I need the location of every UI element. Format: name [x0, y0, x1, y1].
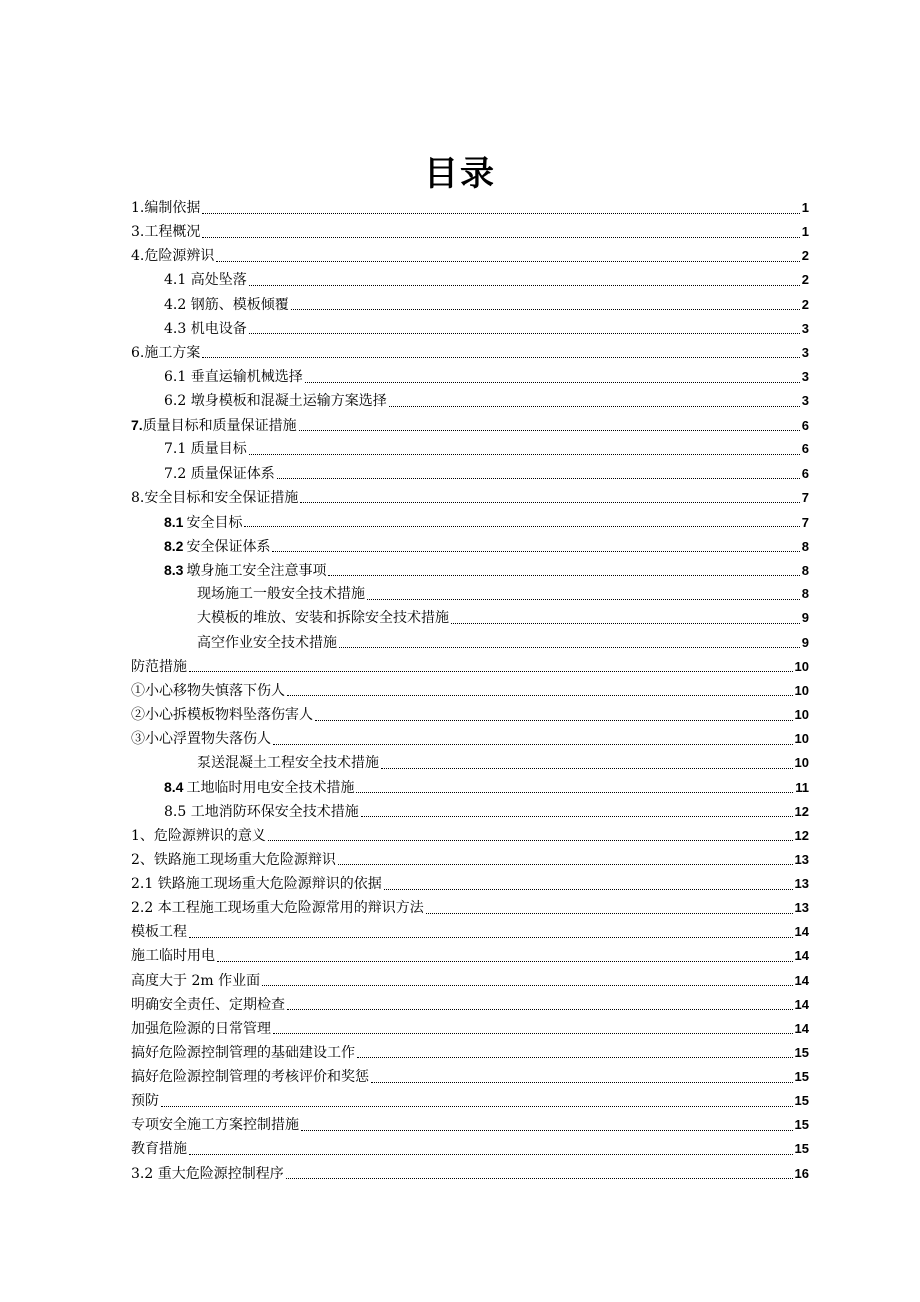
- toc-leader: [189, 671, 793, 672]
- toc-entry-number: 8.4: [164, 779, 184, 796]
- toc-entry[interactable]: [131, 1017, 809, 1041]
- toc-page-number: 14: [794, 924, 809, 940]
- toc-entry-text: 搞好危险源控制管理的基础建设工作: [131, 1044, 355, 1061]
- toc-entry-number: 8.1: [164, 513, 184, 530]
- toc-entry-text: 泵送混凝土工程安全技术措施: [197, 755, 379, 772]
- toc-entry[interactable]: [131, 317, 809, 341]
- toc-entry-text: 4.1 高处坠落: [164, 272, 247, 289]
- toc-entry[interactable]: [131, 389, 809, 413]
- toc-page-number: 15: [794, 1044, 809, 1060]
- toc-entry-text: 7.2 质量保证体系: [164, 465, 275, 482]
- toc-leader: [287, 1009, 793, 1010]
- toc-leader: [339, 647, 800, 648]
- toc-leader: [277, 478, 800, 479]
- toc-page-number: 15: [794, 1141, 809, 1157]
- toc-entry-text: 现场施工一般安全技术措施: [197, 586, 365, 603]
- toc-page-number: 14: [794, 1020, 809, 1036]
- toc-entry[interactable]: [131, 462, 809, 486]
- toc-leader: [273, 744, 793, 745]
- toc-page-number: 15: [794, 1117, 809, 1133]
- toc-leader: [389, 406, 800, 407]
- toc-entry[interactable]: [131, 220, 809, 244]
- toc-leader: [217, 961, 793, 962]
- toc-page-number: 9: [801, 634, 809, 650]
- toc-page-number: 11: [795, 780, 809, 796]
- toc-page-number: 2: [801, 296, 809, 312]
- toc-page-number: 9: [801, 610, 809, 626]
- toc-page-number: 15: [794, 1093, 809, 1109]
- toc-entry[interactable]: [131, 1065, 809, 1089]
- toc-page-number: 2: [801, 248, 809, 264]
- toc-entry-text: 施工临时用电: [131, 948, 215, 965]
- toc-page-number: 10: [794, 706, 809, 722]
- toc-entry[interactable]: [131, 775, 809, 799]
- toc-entry[interactable]: [131, 944, 809, 968]
- toc-entry[interactable]: [131, 679, 809, 703]
- toc-entry[interactable]: [131, 413, 809, 437]
- toc-entry[interactable]: [131, 920, 809, 944]
- toc-entry-text: 加强危险源的日常管理: [131, 1020, 271, 1037]
- toc-entry[interactable]: [131, 751, 809, 775]
- toc-entry[interactable]: [131, 896, 809, 920]
- toc-entry-text: 工地临时用电安全技术措施: [186, 780, 355, 797]
- toc-entry-number: 8.2: [164, 537, 184, 554]
- toc-leader: [384, 889, 793, 890]
- toc-leader: [451, 623, 800, 624]
- toc-entry[interactable]: [131, 1113, 809, 1137]
- toc-entry-text: 防范措施: [131, 658, 187, 675]
- toc-entry-text: 教育措施: [131, 1141, 187, 1158]
- toc-leader: [286, 1178, 793, 1179]
- toc-page-number: 3: [801, 320, 809, 336]
- toc-entry[interactable]: [131, 848, 809, 872]
- toc-entry[interactable]: [131, 824, 809, 848]
- toc-page-number: 12: [794, 803, 809, 819]
- toc-leader: [338, 864, 793, 865]
- toc-page-number: 6: [801, 441, 809, 457]
- toc-entry[interactable]: [131, 993, 809, 1017]
- toc-page-number: 13: [794, 851, 809, 867]
- toc-entry[interactable]: [131, 486, 809, 510]
- toc-entry[interactable]: [131, 365, 809, 389]
- toc-leader: [216, 261, 799, 262]
- toc-entry[interactable]: [131, 872, 809, 896]
- toc-entry[interactable]: [131, 655, 809, 679]
- table-of-contents: [131, 196, 809, 1186]
- toc-entry-text: ③小心浮置物失落伤人: [131, 731, 271, 748]
- toc-entry-text: 预防: [131, 1093, 159, 1110]
- toc-entry-text: 专项安全施工方案控制措施: [131, 1117, 299, 1134]
- toc-page-number: 13: [794, 875, 809, 891]
- toc-entry[interactable]: [131, 606, 809, 630]
- toc-entry-text: 3.工程概况: [131, 224, 201, 241]
- toc-leader: [371, 1082, 793, 1083]
- toc-leader: [202, 213, 799, 214]
- toc-page-number: 3: [801, 368, 809, 384]
- toc-page-number: 6: [801, 418, 809, 434]
- toc-page-number: 14: [794, 972, 809, 988]
- toc-leader: [262, 985, 792, 986]
- toc-entry-text: 高度大于 2m 作业面: [131, 972, 261, 989]
- toc-leader: [189, 1154, 793, 1155]
- toc-entry-text: 6.2 墩身模板和混凝土运输方案选择: [164, 393, 387, 410]
- toc-leader: [268, 840, 793, 841]
- toc-leader: [357, 1057, 793, 1058]
- toc-page-number: 10: [794, 755, 809, 771]
- toc-entry[interactable]: [131, 437, 809, 461]
- toc-page-number: 10: [794, 731, 809, 747]
- toc-leader: [361, 816, 793, 817]
- toc-entry-text: 4.3 机电设备: [164, 320, 247, 337]
- toc-page-number: 1: [801, 224, 809, 240]
- toc-entry-text: 1、危险源辨识的意义: [131, 827, 266, 844]
- toc-entry-number: 8.3: [164, 562, 184, 579]
- toc-entry[interactable]: [131, 244, 809, 268]
- toc-leader: [367, 599, 800, 600]
- toc-entry[interactable]: [131, 1162, 809, 1186]
- toc-page-number: 8: [801, 563, 809, 579]
- toc-entry[interactable]: [131, 341, 809, 365]
- toc-page-number: 2: [801, 272, 809, 288]
- toc-entry-text: 大模板的堆放、安装和拆除安全技术措施: [197, 610, 449, 627]
- toc-leader: [299, 430, 800, 431]
- toc-leader: [287, 695, 793, 696]
- toc-leader: [161, 1106, 793, 1107]
- toc-entry-text: 墩身施工安全注意事项: [186, 563, 327, 580]
- toc-entry[interactable]: [131, 293, 809, 317]
- toc-entry-text: 2.1 铁路施工现场重大危险源辩识的依据: [131, 875, 382, 892]
- toc-entry[interactable]: [131, 969, 809, 993]
- toc-entry-text: 明确安全责任、定期检查: [131, 996, 285, 1013]
- toc-entry[interactable]: [131, 196, 809, 220]
- toc-entry[interactable]: [131, 631, 809, 655]
- toc-page-number: 7: [801, 514, 809, 530]
- toc-leader: [189, 937, 793, 938]
- toc-entry-text: 安全目标: [186, 514, 243, 531]
- toc-page-number: 8: [801, 586, 809, 602]
- toc-page-number: 7: [801, 489, 809, 505]
- toc-page-number: 3: [801, 344, 809, 360]
- toc-leader: [356, 792, 793, 793]
- toc-entry-text: 2.2 本工程施工现场重大危险源常用的辩识方法: [131, 900, 424, 917]
- toc-entry[interactable]: [131, 1041, 809, 1065]
- toc-leader: [244, 526, 799, 527]
- toc-entry[interactable]: [131, 582, 809, 606]
- toc-entry-text: 模板工程: [131, 924, 187, 941]
- toc-leader: [381, 768, 793, 769]
- toc-entry[interactable]: [131, 558, 809, 582]
- toc-page-number: 6: [801, 465, 809, 481]
- page-title: 目录: [424, 154, 496, 194]
- toc-leader: [291, 309, 800, 310]
- toc-entry-text: 安全保证体系: [186, 538, 271, 555]
- toc-entry-text: 3.2 重大危险源控制程序: [131, 1165, 284, 1182]
- toc-entry-text: 4.危险源辨识: [131, 248, 215, 265]
- toc-entry-text: 6.1 垂直运输机械选择: [164, 368, 303, 385]
- toc-page-number: 10: [794, 682, 809, 698]
- toc-entry-text: 6.施工方案: [131, 344, 201, 361]
- toc-entry[interactable]: [131, 268, 809, 292]
- toc-entry-text: 8.安全目标和安全保证措施: [131, 489, 299, 506]
- toc-entry-text: 质量目标和质量保证措施: [142, 418, 297, 435]
- toc-entry-text: 8.5 工地消防环保安全技术措施: [164, 803, 359, 820]
- toc-leader: [315, 720, 793, 721]
- toc-leader: [202, 357, 799, 358]
- toc-leader: [426, 913, 793, 914]
- toc-leader: [273, 1033, 793, 1034]
- toc-leader: [249, 285, 800, 286]
- toc-entry-number: 7.: [131, 417, 143, 434]
- toc-entry[interactable]: [131, 703, 809, 727]
- toc-entry-text: ①小心移物失慎落下伤人: [131, 682, 285, 699]
- toc-page-number: 1: [801, 200, 809, 215]
- toc-entry[interactable]: [131, 727, 809, 751]
- toc-entry-text: 7.1 质量目标: [164, 441, 247, 458]
- toc-page-number: 8: [801, 538, 809, 554]
- toc-entry[interactable]: [131, 1089, 809, 1113]
- toc-leader: [301, 1130, 793, 1131]
- toc-entry[interactable]: [131, 800, 809, 824]
- toc-page-number: 14: [794, 948, 809, 964]
- toc-leader: [272, 551, 799, 552]
- toc-entry-text: 1.编制依据: [131, 200, 201, 216]
- toc-entry[interactable]: [131, 510, 809, 534]
- toc-entry-text: 2、铁路施工现场重大危险源辩识: [131, 851, 336, 868]
- toc-leader: [249, 333, 800, 334]
- toc-page-number: 13: [794, 900, 809, 916]
- toc-leader: [249, 454, 800, 455]
- toc-leader: [328, 575, 799, 576]
- toc-page-number: 10: [794, 658, 809, 674]
- toc-page-number: 14: [794, 996, 809, 1012]
- toc-entry[interactable]: [131, 534, 809, 558]
- toc-entry-text: ②小心拆模板物料坠落伤害人: [131, 706, 313, 723]
- toc-leader: [300, 502, 799, 503]
- toc-page-number: 12: [794, 827, 809, 843]
- toc-page-number: 15: [794, 1069, 809, 1085]
- toc-page-number: 16: [794, 1165, 809, 1181]
- toc-entry-text: 搞好危险源控制管理的考核评价和奖惩: [131, 1069, 369, 1086]
- toc-leader: [305, 382, 800, 383]
- toc-leader: [202, 237, 799, 238]
- toc-entry-text: 高空作业安全技术措施: [197, 634, 337, 651]
- toc-entry[interactable]: [131, 1137, 809, 1161]
- toc-entry-text: 4.2 钢筋、模板倾覆: [164, 296, 289, 313]
- toc-page-number: 3: [801, 393, 809, 409]
